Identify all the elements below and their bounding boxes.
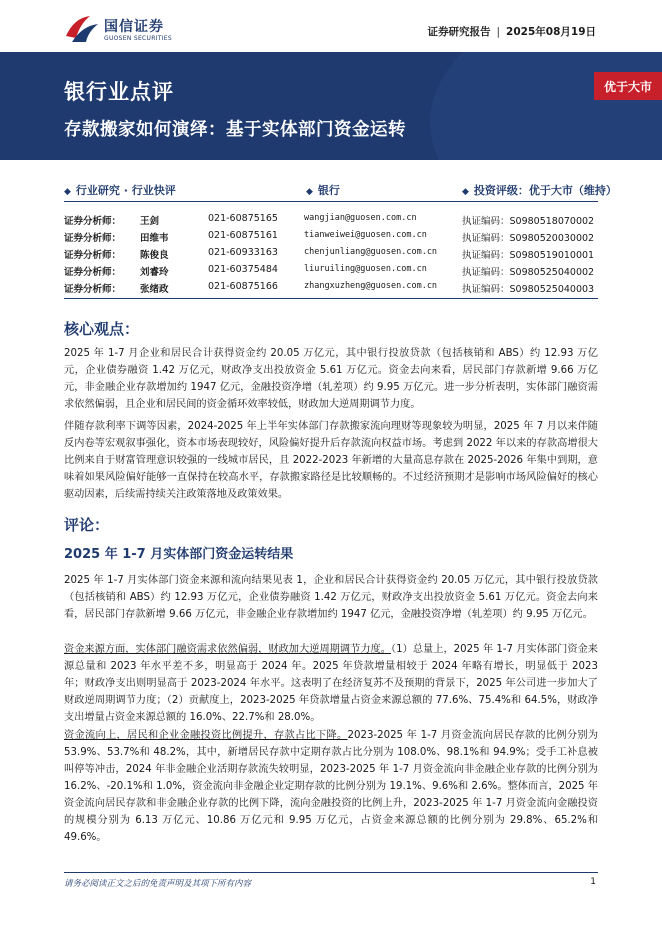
tagline-rating — [462, 182, 617, 198]
report-type: 证券研究报告 — [427, 26, 491, 38]
analyst-email[interactable]: liuruiling@guosen.com.cn — [304, 264, 427, 274]
report-title: 银行业点评 — [64, 80, 174, 104]
logo-text-en: GUOSEN SECURITIES — [104, 35, 173, 42]
page-number: 1 — [590, 877, 596, 887]
comment-subheading: 2025 年 1-7 月实体部门资金运转结果 — [64, 547, 294, 562]
analyst-row — [64, 262, 604, 279]
analyst-email[interactable]: tianweiwei@guosen.com.cn — [304, 230, 427, 240]
comment-paragraph-3 — [64, 727, 598, 846]
core-paragraph-1: 2025 年 1-7 月企业和居民合计获得资金约 20.05 万亿元，其中银行投放贷款（包括核销和 ABS）约 12.93 万亿元，企业债券融资 1.42 万亿元，财政净支出投放资金 5.61 万亿元。资金去向来看，居民部门存款新增 9.66 万亿元，非金融企业存款增加约 1947 亿元，金融投资净增（轧差项）约 9.95 万亿元。进一步分析表明，实体部门融资需求依然偏弱，且企业和居民间的资金循环效率较低，财政加大逆周期调节力度。 — [64, 348, 598, 410]
guosen-logo — [64, 14, 194, 48]
comment-heading: 评论： — [64, 516, 110, 534]
analyst-row — [64, 245, 604, 262]
diamond-icon: ◆ — [64, 187, 71, 197]
tagline-category-text: 行业研究 · 行业快评 — [75, 184, 176, 197]
analyst-name: 王剑 — [140, 216, 160, 227]
guosen-logo-icon — [64, 14, 100, 44]
analyst-role: 证券分析师： — [64, 233, 122, 244]
banner-decoration — [430, 52, 662, 160]
analyst-tel: 021-60933163 — [208, 247, 278, 258]
report-subtitle: 存款搬家如何演绎：基于实体部门资金运转 — [64, 120, 406, 140]
analyst-role: 证券分析师： — [64, 250, 122, 261]
analyst-role: 证券分析师： — [64, 284, 122, 295]
analyst-name: 张绪政 — [140, 284, 169, 295]
analyst-tel: 021-60875166 — [208, 281, 278, 292]
analyst-cert: 执证编码：S0980518070002 — [462, 216, 595, 227]
divider — [64, 201, 598, 202]
diamond-icon: ◆ — [462, 187, 469, 197]
logo-text-cn: 国信证券 — [104, 19, 164, 35]
meta-separator: | — [496, 26, 501, 38]
report-meta — [428, 24, 597, 39]
analyst-cert: 执证编码：S0980520030002 — [462, 233, 595, 244]
analyst-cert: 执证编码：S0980525040003 — [462, 284, 595, 295]
divider — [64, 298, 598, 299]
paragraph-lead: 资金流向上，居民和企业金融投资比例提升，存款占比下降。 — [64, 730, 348, 741]
analyst-email[interactable]: wangjian@guosen.com.cn — [304, 213, 417, 223]
tagline-industry — [306, 182, 340, 198]
analyst-name: 陈俊良 — [140, 250, 169, 261]
analyst-cert: 执证编码：S0980519010001 — [462, 250, 595, 261]
analyst-email[interactable]: chenjunliang@guosen.com.cn — [304, 247, 438, 257]
footer-disclaimer: 请务必阅读正文之后的免责声明及其项下所有内容 — [64, 879, 252, 889]
analyst-name: 田维韦 — [140, 233, 169, 244]
analyst-tel: 021-60875161 — [208, 230, 278, 241]
tagline-category — [64, 182, 176, 198]
report-date: 2025年08月19日 — [506, 26, 596, 38]
title-banner — [0, 52, 662, 160]
rating-badge: 优于大市 — [594, 72, 662, 100]
analyst-email[interactable]: zhangxuzheng@guosen.com.cn — [304, 281, 438, 291]
analyst-cert: 执证编码：S0980525040002 — [462, 267, 595, 278]
comment-paragraph-2 — [64, 641, 598, 726]
analyst-row — [64, 228, 604, 245]
analyst-row — [64, 279, 604, 296]
tagline-industry-text: 银行 — [317, 184, 340, 197]
diamond-icon: ◆ — [306, 187, 313, 197]
paragraph-body: 2023-2025 年 1-7 月资金流向居民存款的比例分别为 53.9%、53.7%和 48.2%，其中，新增居民存款中定期存款占比分别为 108.0%、98.1%和 94.9%；受手工补息被叫停等冲击，2024 年非金融企业活期存款流失较明显，2023-2025 年 1-7 月资金流向非金融企业存款的比例分别为 16.2%、-20.1%和 1.0%，资金流向非金融企业定期存款的比例分别为 19.1%、9.6%和 2.6%。整体而言，2025 年资金流向居民存款和非金融企业存款的比例下降，流向金融投资的比例上升，2023-2025 年 1-7 月资金流向金融投资的规模分别为 6.13 万亿元、10.86 万亿元和 9.95 万亿元，占资金来源总额的比例分别为 29.8%、65.2%和 49.6%。 — [64, 730, 599, 843]
page-header — [0, 0, 662, 52]
analyst-tel: 021-60875165 — [208, 213, 278, 224]
paragraph-lead: 资金来源方面，实体部门融资需求依然偏弱，财政加大逆周期调节力度。 — [64, 644, 391, 655]
paragraph-body: （1）总量上，2025 年 1-7 月实体部门资金来源总量和 2023 年水平差不多，明显高于 2024 年。2025 年贷款增量相较于 2024 年略有增长，明显低于 2023 年；财政净支出则明显高于 2023-2024 年水平。这表明了在经济复苏不及预期的背景下，2025 年公司进一步加大了财政逆周期调节力度；（2）贡献度上，2023-2025 年贷款增量占资金来源总额的 77.6%、75.4%和 64.5%，财政净支出增量占资金来源总额的 16.0%、22.7%和 28.0%。 — [64, 644, 598, 723]
analyst-role: 证券分析师： — [64, 267, 122, 278]
analyst-list — [64, 211, 604, 296]
analyst-role: 证券分析师： — [64, 216, 122, 227]
analyst-name: 刘睿玲 — [140, 267, 169, 278]
comment-paragraph-1: 2025 年 1-7 月实体部门资金来源和流向结果见表 1，企业和居民合计获得资金约 20.05 万亿元，其中银行投放贷款（包括核销和 ABS）约 12.93 万亿元，企业债券融资 1.42 万亿元，财政净支出投放资金 5.61 万亿元。资金去向来看，居民部门存款新增 9.66 万亿元，非金融企业存款增加约 1947 亿元，金融投资净增（轧差项）约 9.95 万亿元。 — [64, 575, 598, 620]
core-paragraph-2: 伴随存款利率下调等因素，2024-2025 年上半年实体部门存款搬家流向理财等现象较为明显，2025 年 7 月以来伴随反内卷等宏观叙事强化，资本市场表现较好，风险偏好提升后存款流向权益市场。考虑到 2022 年以来的存款高增很大比例来自于财富管理意识较强的一线城市居民，且 2022-2023 年新增的大量高息存款在 2025-2026 年集中到期，意味着如果风险偏好能够一直保持在较高水平，存款搬家路径是比较顺畅的。不过经济预期才是影响市场风险偏好的核心驱动因素，后续需持续关注政策落地及政策效果。 — [64, 421, 598, 500]
tagline-rating-text: 投资评级：优于大市（维持） — [473, 184, 617, 197]
footer-divider — [64, 872, 598, 873]
analyst-tel: 021-60375484 — [208, 264, 278, 275]
core-heading: 核心观点： — [64, 320, 140, 338]
analyst-row — [64, 211, 604, 228]
